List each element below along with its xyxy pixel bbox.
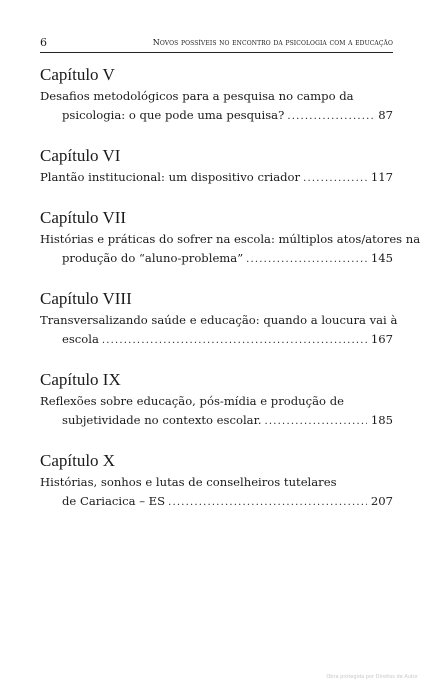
- entry-title-line-last: [40, 330, 393, 350]
- copyright-watermark: Obra protegida por Direitos de Autor: [326, 674, 418, 680]
- entry-title-text: psicologia: o que pode uma pesquisa?: [62, 108, 285, 122]
- entry-title-text: de Cariacica – ES: [62, 494, 166, 508]
- entry-page-number: 117: [370, 170, 393, 184]
- entry-title-text: Desafios metodológicos para a pesquisa no campo da: [40, 89, 354, 103]
- toc-entry-chapter-5: [40, 64, 393, 126]
- toc-entry-chapter-8: [40, 288, 398, 350]
- entry-title-line-last: [40, 168, 393, 188]
- dot-leader: [246, 250, 367, 269]
- running-header: [40, 34, 393, 53]
- entry-page-number: 167: [370, 332, 393, 346]
- entry-title-line-last: [40, 249, 393, 269]
- chapter-heading: Capítulo V: [40, 65, 115, 84]
- dot-leader: [303, 169, 367, 188]
- entry-title-text: Plantão institucional: um dispositivo criador: [40, 170, 301, 184]
- chapter-heading: Capítulo VII: [40, 208, 127, 227]
- entry-title-text: Histórias e práticas do sofrer na escola: múltiplos atos/atores na: [40, 232, 421, 246]
- entry-page-number: 145: [370, 251, 393, 265]
- chapter-heading: Capítulo IX: [40, 370, 121, 389]
- entry-title-line: [40, 392, 393, 411]
- dot-leader: [102, 331, 367, 350]
- running-head-title: Novos possíveis no encontro da psicologia com a educação: [152, 38, 393, 47]
- dot-leader: [168, 493, 367, 512]
- dot-leader: [265, 412, 367, 431]
- entry-title-text: produção do “aluno-problema”: [62, 251, 244, 265]
- entry-title-text: Transversalizando saúde e educação: quando a loucura vai à: [40, 313, 398, 327]
- entry-page-number: 87: [378, 108, 393, 122]
- toc-entry-chapter-10: [40, 450, 393, 512]
- chapter-heading: Capítulo X: [40, 451, 116, 470]
- entry-page-number: 185: [370, 413, 393, 427]
- entry-title-line: [40, 473, 393, 492]
- entry-title-line-last: [40, 106, 393, 126]
- entry-page-number: 207: [370, 494, 393, 508]
- toc-entry-chapter-9: [40, 369, 393, 431]
- entry-title-text: Reflexões sobre educação, pós-mídia e produção de: [40, 394, 344, 408]
- dot-leader: [287, 107, 374, 126]
- chapter-heading: Capítulo VIII: [40, 289, 132, 308]
- toc-entry-chapter-6: [40, 145, 393, 188]
- entry-title-line: [40, 87, 393, 106]
- entry-title-line: [40, 311, 398, 330]
- entry-title-line-last: [40, 492, 393, 512]
- entry-title-text: Histórias, sonhos e lutas de conselheiros tutelares: [40, 475, 337, 489]
- entry-title-text: subjetividade no contexto escolar.: [62, 413, 262, 427]
- page-number: 6: [40, 36, 47, 49]
- entry-title-line: [40, 230, 421, 249]
- entry-title-text: escola: [62, 332, 99, 346]
- toc-entry-chapter-7: [40, 207, 421, 269]
- entry-title-line-last: [40, 411, 393, 431]
- table-of-contents: [40, 64, 421, 531]
- chapter-heading: Capítulo VI: [40, 146, 121, 165]
